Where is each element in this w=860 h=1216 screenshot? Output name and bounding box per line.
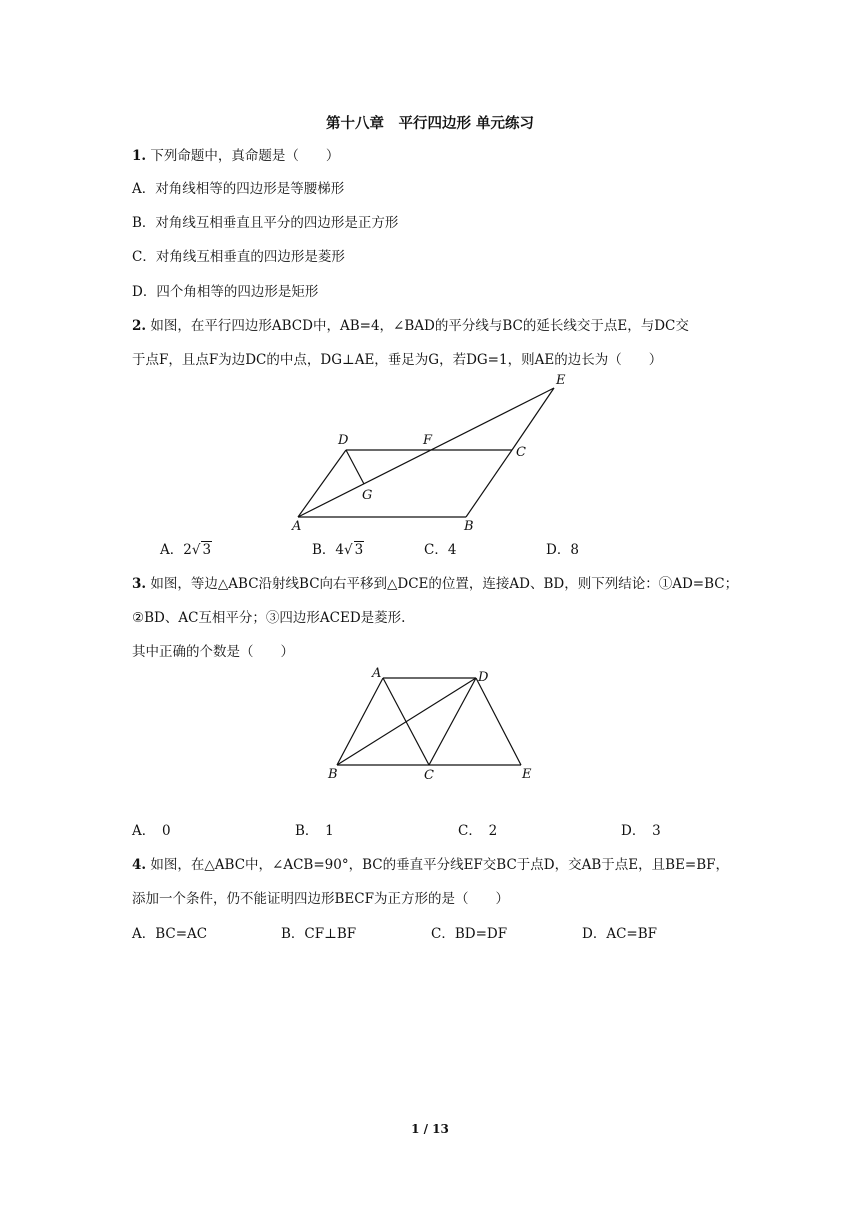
point-label-d: D — [338, 433, 349, 448]
question-2-stem-line2: 于点F，且点F为边DC的中点，DG⊥AE，垂足为G，若DG=1，则AE的边长为（ ） — [132, 352, 663, 368]
point-label-f: F — [423, 433, 433, 448]
segment-dc — [429, 678, 476, 765]
point-label-b: B — [464, 519, 474, 534]
segment-ce — [512, 388, 554, 450]
q4-option-d: D．AC=BF — [582, 926, 658, 942]
segment-bd — [337, 678, 476, 765]
question-3-stem-line3: 其中正确的个数是（ ） — [132, 644, 294, 660]
point-label-c: C — [424, 768, 434, 783]
q2-option-b — [312, 541, 364, 559]
figure-translated-triangles — [320, 662, 550, 787]
q2-option-d: D．8 — [546, 542, 579, 558]
point-label-a: A — [292, 519, 302, 534]
q1-option-c: C．对角线互相垂直的四边形是菱形 — [132, 249, 345, 265]
option-coefficient: 2 — [183, 542, 192, 558]
q4-option-c: C．BD=DF — [431, 926, 508, 942]
question-1-stem — [132, 147, 339, 165]
point-label-a: A — [372, 666, 382, 681]
question-text: 如图，在△ABC中，∠ACB=90°，BC的垂直平分线EF交BC于点D，交AB于点E，且BE=BF， — [150, 857, 730, 873]
segment-de — [476, 678, 521, 765]
question-text: 如图，在平行四边形ABCD中，AB=4，∠BAD的平分线与BC的延长线交于点E，与DC交 — [150, 318, 689, 334]
point-label-c: C — [516, 445, 526, 460]
question-4-stem-line1 — [132, 856, 729, 874]
point-label-b: B — [328, 767, 338, 782]
page-title: 第十八章 平行四边形 单元练习 — [325, 115, 535, 132]
sqrt-symbol: √ 3 — [191, 542, 212, 558]
q1-option-a: A．对角线相等的四边形是等腰梯形 — [132, 181, 345, 197]
q1-option-d: D．四个角相等的四边形是矩形 — [132, 284, 319, 300]
radicand: 3 — [354, 542, 364, 558]
segment-ab — [337, 678, 383, 765]
q2-option-a — [160, 541, 212, 559]
question-4-stem-line2: 添加一个条件，仍不能证明四边形BECF为正方形的是（ ） — [132, 891, 509, 907]
page-number: 1 / 13 — [411, 1122, 449, 1136]
segment-bc — [466, 450, 512, 517]
point-label-g: G — [362, 488, 373, 503]
question-number: 1. — [132, 148, 147, 164]
q3-option-d: D． 3 — [621, 823, 661, 839]
option-coefficient: 4 — [335, 542, 345, 558]
q3-option-a: A． 0 — [132, 823, 171, 839]
q4-option-a: A．BC=AC — [132, 926, 208, 942]
segment-da — [298, 450, 346, 517]
option-prefix: A． — [160, 542, 184, 558]
question-number: 2. — [132, 318, 147, 334]
point-label-e: E — [556, 373, 566, 388]
sqrt-symbol: √ 3 — [344, 542, 364, 558]
q1-option-b: B．对角线互相垂直且平分的四边形是正方形 — [132, 215, 399, 231]
point-label-e: E — [522, 767, 532, 782]
option-prefix: B． — [312, 542, 336, 558]
q2-option-c: C．4 — [424, 542, 457, 558]
segment-dg — [346, 450, 364, 484]
q4-option-b: B．CF⊥BF — [281, 926, 357, 942]
figure-parallelogram — [280, 370, 580, 535]
question-number: 4. — [132, 857, 147, 873]
radicand: 3 — [202, 542, 212, 558]
question-2-stem-line1 — [132, 317, 689, 335]
question-number: 3. — [132, 576, 147, 592]
question-text: 下列命题中，真命题是（ ） — [150, 148, 340, 164]
question-text: 如图，等边△ABC沿射线BC向右平移到△DCE的位置，连接AD、BD，则下列结论：①AD=BC； — [150, 576, 739, 592]
question-3-stem-line2: ②BD、AC互相平分；③四边形ACED是菱形. — [132, 610, 406, 626]
q3-option-c: C． 2 — [458, 823, 498, 839]
q3-option-b: B． 1 — [295, 823, 334, 839]
question-3-stem-line1 — [132, 575, 738, 593]
point-label-d: D — [478, 670, 489, 685]
